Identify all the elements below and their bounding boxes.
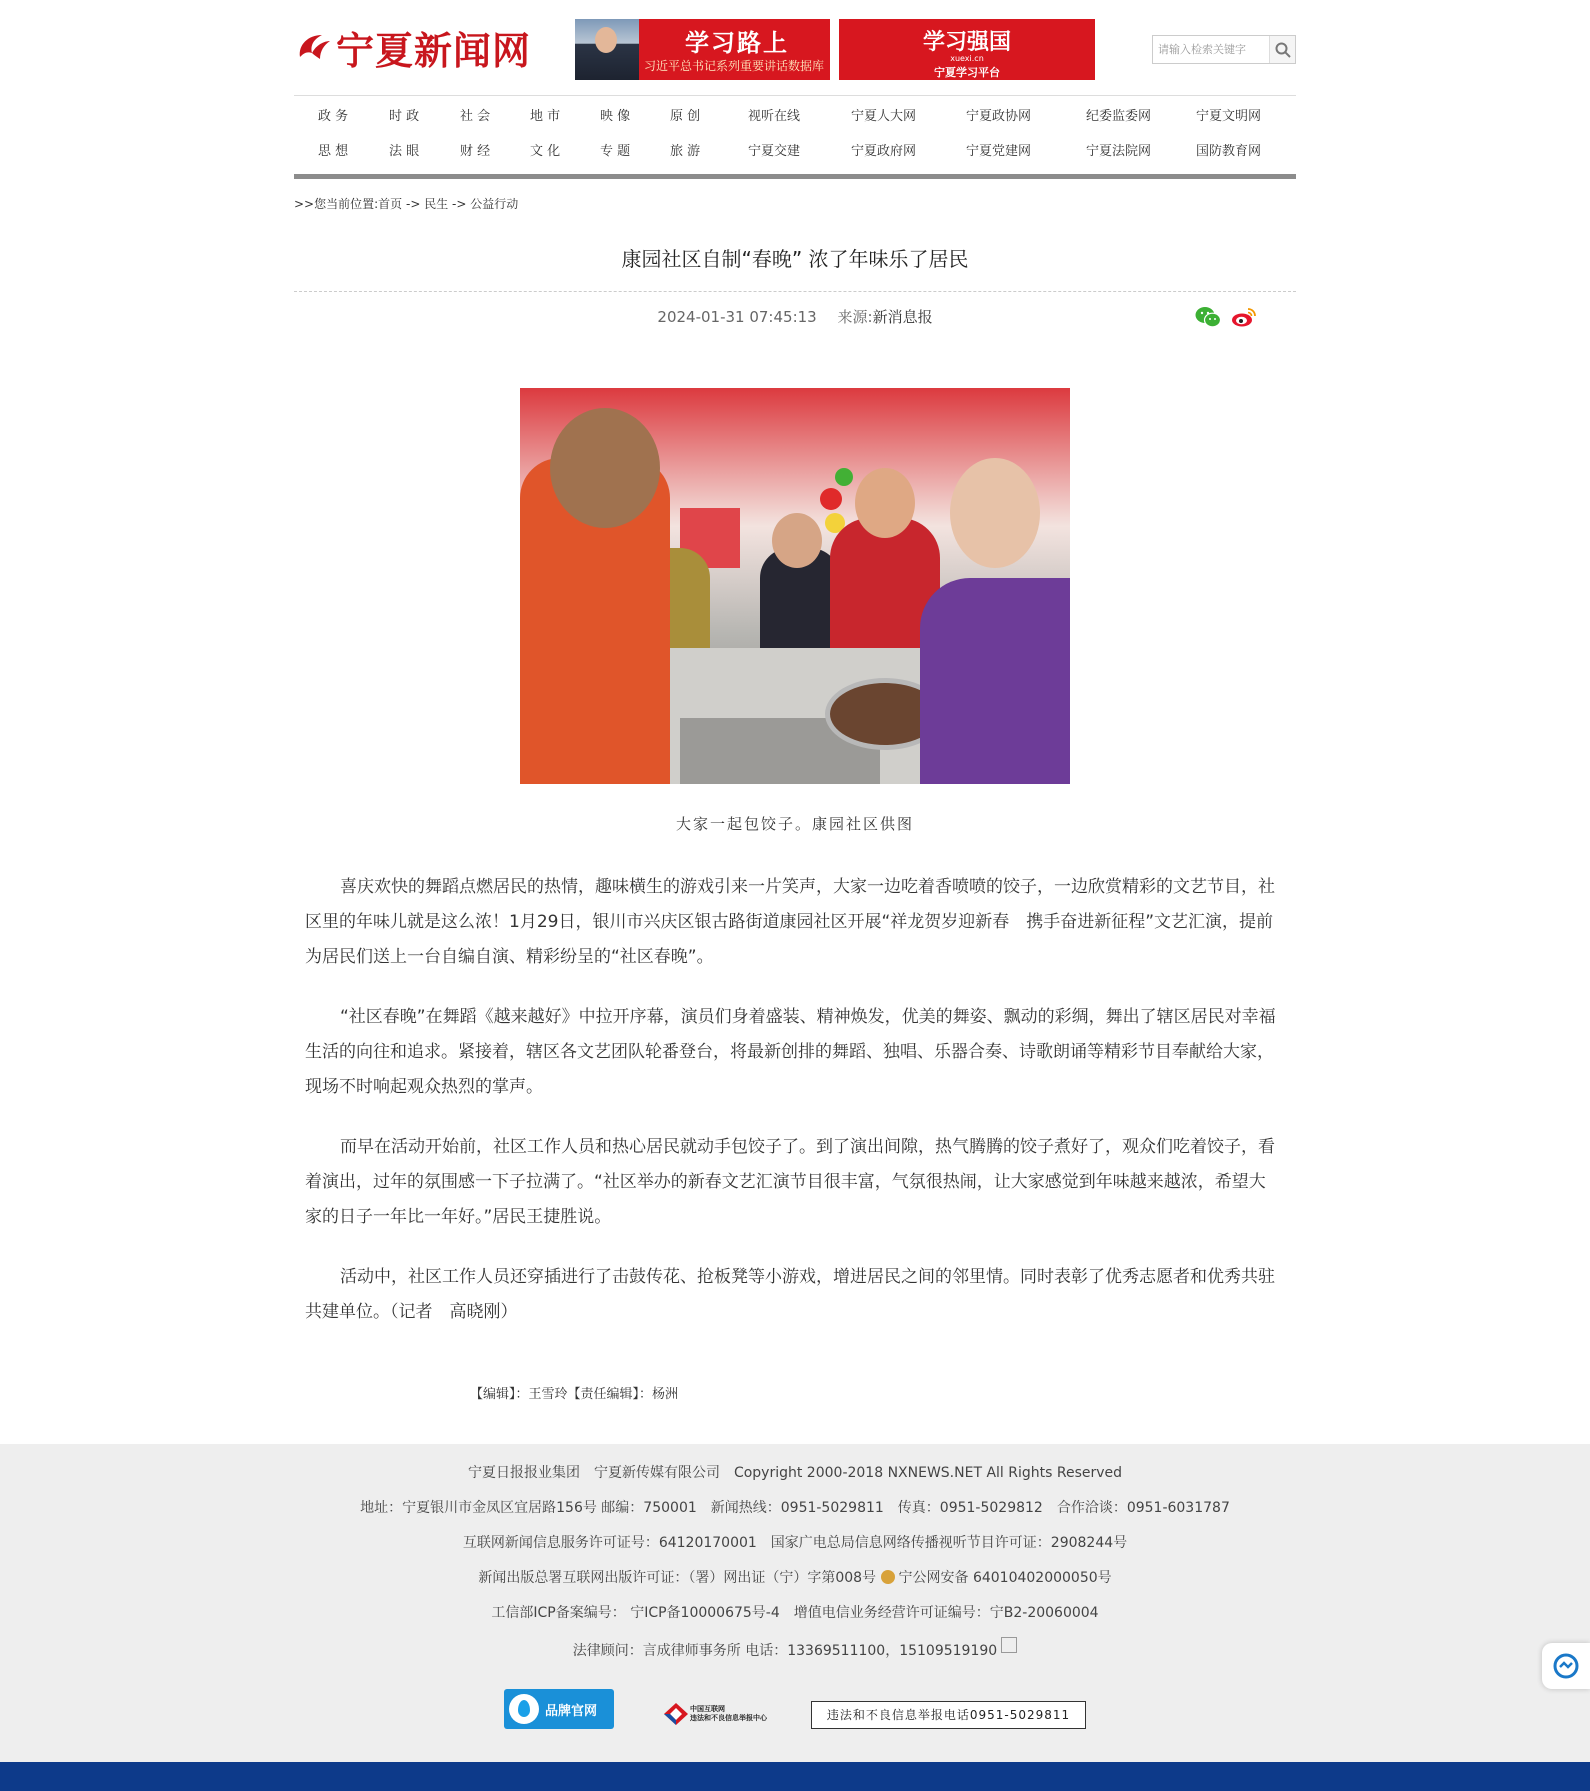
main-nav [294, 95, 1296, 179]
search-button[interactable] [1269, 36, 1295, 63]
breadcrumb-prefix: >>您当前位置: [294, 197, 379, 211]
article-photo [520, 388, 1070, 784]
nav-item[interactable]: 宁夏政府网 [851, 144, 917, 159]
nav-item[interactable]: 时 政 [389, 109, 420, 124]
logo-text: 宁夏新闻网 [336, 27, 532, 73]
search-box [1152, 35, 1296, 64]
service-icon [1552, 1652, 1580, 1680]
nav-item[interactable]: 宁夏文明网 [1196, 109, 1262, 124]
article-datetime: 2024-01-31 07:45:13 [657, 308, 817, 326]
footer-legal [0, 1637, 1590, 1660]
footer-publish-license [0, 1567, 1590, 1587]
nav-item[interactable]: 宁夏人大网 [851, 109, 917, 124]
breadcrumb-home-link[interactable]: 首页 [378, 197, 403, 211]
breadcrumb-section-link[interactable]: 民生 [424, 197, 449, 211]
water-drop-icon [509, 1694, 539, 1724]
nav-item[interactable]: 思 想 [318, 144, 349, 159]
weibo-icon[interactable] [1231, 306, 1257, 328]
footer-publish-text: 新闻出版总署互联网出版许可证：（署）网出证（宁）字第008号 [478, 1570, 881, 1586]
article-body [305, 870, 1277, 1355]
title-divider [294, 291, 1296, 292]
article-paragraph: 活动中，社区工作人员还穿插进行了击鼓传花、抢板凳等小游戏，增进居民之间的邻里情。同时表彰了优秀志愿者和优秀共驻共建单位。（记者 高晓刚） [305, 1267, 1275, 1322]
article-paragraph: 而早在活动开始前，社区工作人员和热心居民就动手包饺子了。到了演出间隙，热气腾腾的饺子煮好了，观众们吃着饺子，看着演出，过年的氛围感一下子拉满了。“社区举办的新春文艺汇演节目很丰富，气氛很热闹，让大家感觉到年味越来越浓，希望大家的日子一年比一年好。”居民王捷胜说。 [305, 1137, 1275, 1227]
editor-line: 【编辑】：王雪玲【责任编辑】：杨洲 [470, 1387, 679, 1402]
nav-item[interactable]: 文 化 [530, 144, 561, 159]
nav-item[interactable]: 视听在线 [748, 109, 801, 124]
nav-item[interactable]: 法 眼 [389, 144, 420, 159]
illegal-report-center-logo[interactable] [662, 1699, 782, 1729]
article-title: 康园社区自制“春晚” 浓了年味乐了居民 [621, 247, 969, 271]
report-center-icon [662, 1701, 690, 1727]
nav-item[interactable]: 财 经 [460, 144, 491, 159]
nav-row-2 [294, 140, 1296, 162]
footer-address: 地址：宁夏银川市金凤区宜居路156号 邮编：750001 新闻热线：0951-5029811 传真：0951-5029812 合作洽谈：0951-6031787 [360, 1500, 1230, 1516]
nav-item[interactable]: 政 务 [318, 109, 349, 124]
search-input[interactable] [1153, 36, 1269, 63]
nav-item[interactable]: 纪委监委网 [1086, 109, 1152, 124]
banner-xuexi-qiangguo[interactable] [839, 19, 1095, 80]
brand-official-badge[interactable] [504, 1689, 614, 1729]
police-badge-icon [881, 1570, 895, 1584]
report-center-text [690, 1705, 767, 1723]
breadcrumb [294, 195, 1296, 212]
nav-item[interactable]: 映 像 [600, 109, 631, 124]
nav-item[interactable]: 国防教育网 [1196, 144, 1262, 159]
article-paragraph: “社区春晚”在舞蹈《越来越好》中拉开序幕，演员们身着盛装、精神焕发，优美的舞姿、飘动的彩绸，舞出了辖区居民对幸福生活的向往和追求。紧接着，辖区各文艺团队轮番登台，将最新创排的舞蹈、独唱、乐器合奏、诗歌朗诵等精彩节目奉献给大家，现场不时响起观众热烈的掌声。 [305, 1007, 1276, 1097]
site-header [294, 0, 1296, 95]
brand-official-label: 品牌官网 [545, 1703, 598, 1719]
breadcrumb-separator: -> [402, 197, 425, 211]
nav-item[interactable]: 宁夏交建 [748, 144, 801, 159]
site-footer [0, 1444, 1590, 1762]
footer-copyright: 宁夏日报报业集团 宁夏新传媒有限公司 Copyright 2000-2018 NXNEWS.NET All Rights Reserved [467, 1465, 1123, 1481]
share-bar [1195, 306, 1257, 328]
nav-item[interactable]: 社 会 [460, 109, 491, 124]
banner2-url: xuexi.cn [950, 54, 984, 63]
footer-legal-text: 法律顾问：言成律师事务所 电话：13369511100，15109519190 [572, 1643, 998, 1659]
wechat-icon[interactable] [1195, 306, 1221, 328]
article-paragraph: 喜庆欢快的舞蹈点燃居民的热情，趣味横生的游戏引来一片笑声，大家一边吃着香喷喷的饺子，一边欣赏精彩的文艺节目，社区里的年味儿就是这么浓！1月29日，银川市兴庆区银古路街道康园社区开展“祥龙贺岁迎新春 携手奋进新征程”文艺汇演，提前为居民们送上一台自编自演、精彩纷呈的“社区春晚”。 [305, 877, 1275, 967]
banner2-subtitle: 宁夏学习平台 [934, 66, 1000, 79]
footer-license: 互联网新闻信息服务许可证号：64120170001 国家广电总局信息网络传播视听节目许可证：2908244号 [462, 1535, 1128, 1551]
nav-item[interactable]: 宁夏党建网 [966, 144, 1032, 159]
nav-item[interactable]: 旅 游 [670, 144, 701, 159]
report-hotline-badge[interactable]: 违法和不良信息举报电话0951-5029811 [811, 1701, 1086, 1729]
report-center-line1: 中国互联网 [690, 1705, 725, 1713]
search-icon [1275, 42, 1291, 58]
logo-swirl-icon [294, 27, 334, 67]
footer-police-record-link[interactable]: 宁公网安备 64010402000050号 [898, 1570, 1112, 1586]
floating-service-button[interactable] [1542, 1643, 1590, 1689]
banner1-subtitle: 习近平总书记系列重要讲话数据库 [643, 59, 824, 73]
nav-item[interactable]: 宁夏法院网 [1086, 144, 1152, 159]
banner-xuexi-lushang[interactable] [575, 19, 830, 80]
photo-caption: 大家一起包饺子。康园社区供图 [675, 815, 914, 833]
nav-item[interactable]: 宁夏政协网 [966, 109, 1032, 124]
source-name: 新消息报 [872, 308, 933, 326]
breadcrumb-separator: -> [448, 197, 471, 211]
banner2-logo: 学习强国 [922, 29, 1011, 55]
site-logo[interactable] [294, 22, 531, 72]
report-center-line2: 违法和不良信息举报中心 [690, 1714, 767, 1722]
article-source [838, 308, 933, 326]
cnzz-stats-icon[interactable] [1001, 1637, 1017, 1653]
footer-bottom-bar [0, 1762, 1590, 1791]
nav-item[interactable]: 地 市 [530, 109, 561, 124]
nav-row-1 [294, 105, 1296, 127]
nav-item[interactable]: 专 题 [600, 144, 631, 159]
breadcrumb-current-link[interactable]: 公益行动 [470, 197, 519, 211]
source-label: 来源: [837, 308, 873, 326]
nav-item[interactable]: 原 创 [670, 109, 701, 124]
footer-icp: 工信部ICP备案编号： 宁ICP备10000675号-4 增值电信业务经营许可证编号：宁B2-20060004 [491, 1605, 1099, 1621]
banner1-title: 学习路上 [685, 29, 789, 57]
banner-portrait-image [575, 19, 639, 80]
article-meta [294, 306, 1296, 327]
